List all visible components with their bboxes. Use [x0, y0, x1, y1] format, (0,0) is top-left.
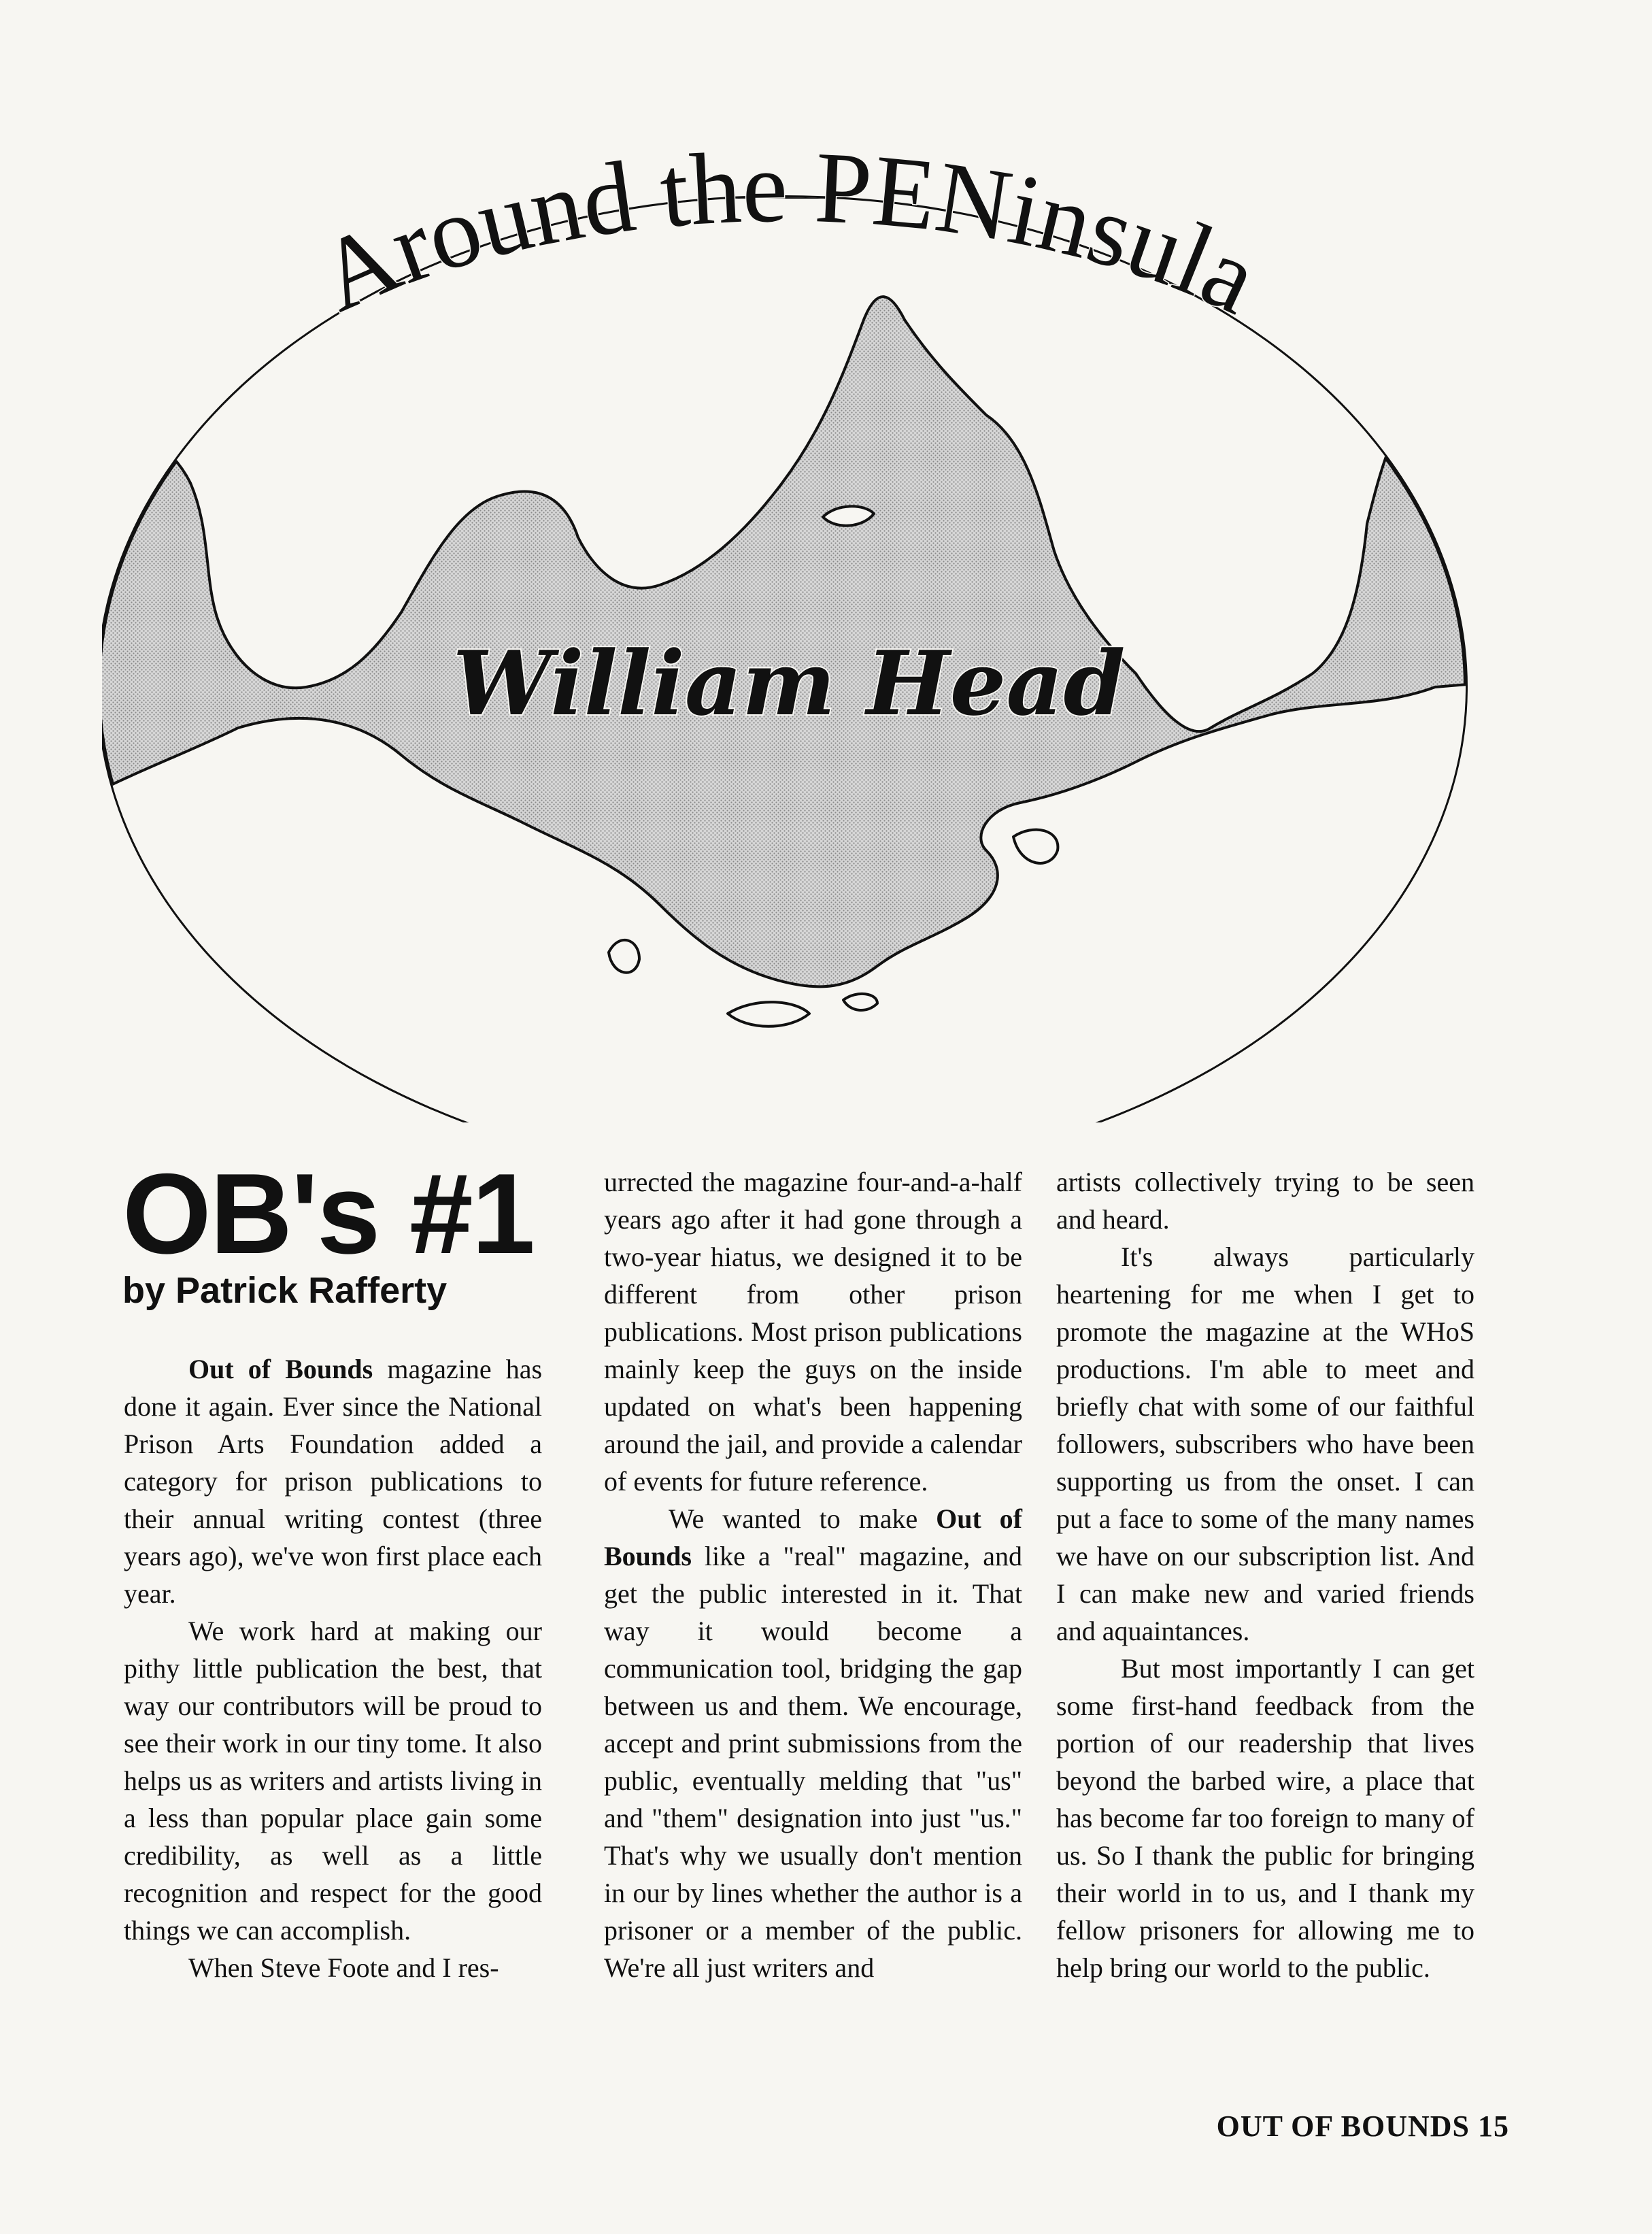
article-column-3 [1056, 1163, 1474, 1986]
paragraph-text: We wanted to make [669, 1503, 937, 1534]
paragraph-text: magazine has done it again. Ever since the National Prison Arts Foundation added a category for prison publications to their annual writing contest (three years ago), we've won first place each year. [124, 1354, 543, 1609]
article-byline: by Patrick Rafferty [122, 1270, 448, 1311]
paragraph [604, 1500, 1022, 1986]
article-column-1 [124, 1350, 542, 1986]
paragraph [124, 1350, 542, 1612]
paragraph: When Steve Foote and I res- [188, 1952, 499, 1983]
paragraph: urrected the magazine four-and-a-half years ago after it had gone through a two-year hiatus, we designed it to be different from other prison publications. Most prison publications mainly keep the guys on the inside updated on what's been happening around the jail, and provide a calendar of events for future reference. [604, 1167, 1022, 1497]
masthead-subtitle: William Head [452, 631, 1126, 735]
page-footer: OUT OF BOUNDS 15 [1216, 2110, 1509, 2143]
paragraph: We work hard at making our pithy little publication the best, that way our contributors will be proud to see their work in our tiny tome. It also helps us as writers and artists living in a less than popular place gain some credibility, as well as a little recognition and respect for the good things we can accomplish. [124, 1616, 542, 1946]
magazine-name: Out of Bounds [188, 1354, 373, 1384]
paragraph: artists collectively trying to be seen and heard. [1056, 1167, 1474, 1235]
article-column-2 [604, 1163, 1022, 1986]
paragraph: It's always particularly heartening for me when I get to promote the magazine at the WHoS productions. I'm able to meet and briefly chat with some of our faithful followers, subscribers who have been supporting us from the onset. I can put a face to some of the many names we have on our subscription list. And I can make new and varied friends and aquaintances. [1056, 1241, 1474, 1646]
paragraph: But most importantly I can get some first-hand feedback from the portion of our readership that lives beyond the barbed wire, a place that has become far too foreign to many of us. So I thank the public for bringing their world in to us, and I thank my fellow prisoners for allowing me to help bring our world to the public. [1056, 1653, 1474, 1983]
masthead-title: Around the PENinsula [303, 130, 1275, 336]
magazine-name: Out of Bounds [604, 1503, 1022, 1571]
paragraph-text: like a "real" magazine, and get the public interested in it. That way it would become a communication tool, bridging the gap between us and them. We encourage, accept and print submissions from the public, eventually melding that "us" and "them" designation into just "us." That's why we usually don't mention in our by lines whether the author is a prisoner or a member of the public. We're all just writers and [604, 1541, 1022, 1983]
article-headline: OB's #1 [122, 1150, 534, 1278]
masthead-graphic [102, 116, 1530, 1122]
